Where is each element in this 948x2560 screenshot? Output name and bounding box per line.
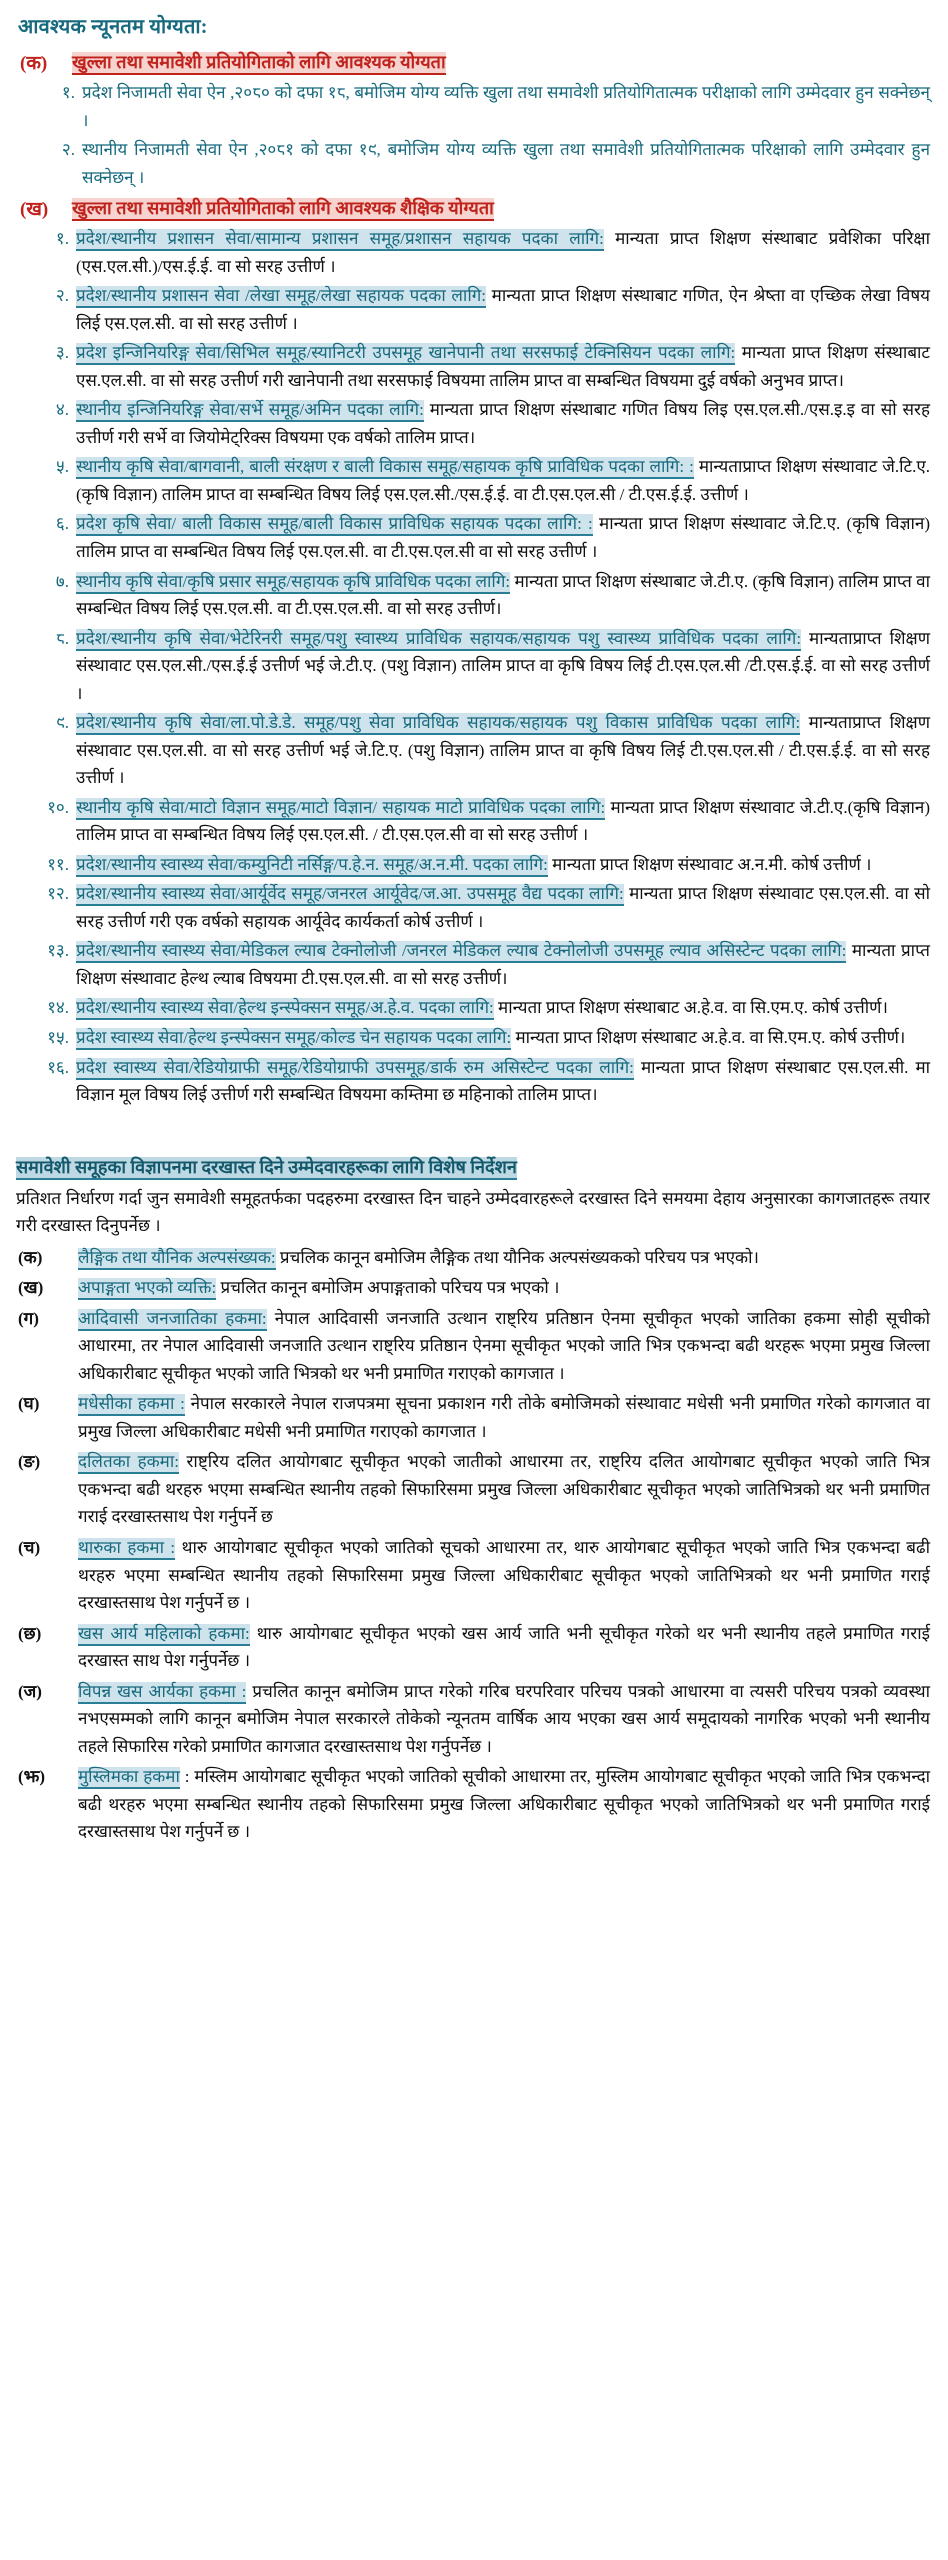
list-item (36, 625, 930, 708)
list-body: नेपाल सरकारले नेपाल राजपत्रमा सूचना प्रकाशन गरी तोके बमोजिमको संस्थावाट मधेसी भनी प्रमाणित गरेको कागजात वा प्रमुख जिल्ला अधिकारीबाट मधेसी भनी प्रमाणित गराएको कागजात । (78, 1394, 930, 1441)
section-heading (16, 49, 930, 76)
list-item (16, 1390, 930, 1445)
list-lead: स्थानीय कृषि सेवा/बागवानी, बाली संरक्षण र बाली विकास समूह/सहायक कृषि प्राविधिक पदका लागि: : (76, 457, 694, 479)
list-lead: मुस्लिमका हकमा (78, 1767, 180, 1789)
list-body: मान्यताप्राप्त शिक्षण संस्थावाट जे.टि.ए. (कृषि विज्ञान) तालिम प्राप्त वा सम्बन्धित विषय लिई एस.एल.सी./एस.ई.ई. वा टी.एस.एल.सी / टी.एस.ई.ई. उत्तीर्ण । (76, 457, 930, 504)
list-item (16, 1678, 930, 1761)
list-marker: ११. (47, 854, 69, 874)
list-marker: १६. (47, 1057, 69, 1077)
list-body: थारु आयोगबाट सूचीकृत भएको जातिको सूचको आधारमा तर, थारु आयोगबाट सूचीकृत भएको जाति भित्र एकभन्दा बढी थरहरु भएमा सम्बन्धित स्थानीय तहको सिफारिसमा प्रमुख जिल्ला अधिकारीबाट सूचीकृत भएको जातिभित्रको थर भनी प्रमाणित गराई दरखास्तसाथ पेश गर्नुपर्ने छ । (78, 1537, 930, 1613)
list-body: प्रचलिक कानून बमोजिम लैङ्गिक तथा यौनिक अल्पसंख्यकको परिचय पत्र भएको। (279, 1247, 759, 1267)
page-title: आवश्यक न्यूनतम योग्यता: (18, 16, 208, 38)
list-item (36, 510, 930, 565)
list-text (78, 1305, 930, 1388)
list-marker: (छ) (18, 1623, 42, 1643)
list-body: प्रचलित कानून बमोजिम अपाङ्गताको परिचय पत्र भएको । (220, 1278, 560, 1298)
list-text (78, 1678, 930, 1761)
list-marker: १०. (47, 797, 69, 817)
list-body: मान्यता प्राप्त शिक्षण संस्थाबाट प्रवेशिका परिक्षा (एस.एल.सी.)/एस.ई.ई. वा सो सरह उत्तीर्ण । (76, 229, 931, 276)
list-body: मान्यता प्राप्त शिक्षण संस्थावाट एस.एल.सी. वा सो सरह उत्तीर्ण गरी एक वर्षको सहायक आर्यूवेद कार्यकर्ता कोर्ष उत्तीर्ण । (76, 884, 931, 931)
list-text (76, 709, 930, 792)
list-lead: स्थानीय कृषि सेवा/माटो विज्ञान समूह/माटो विज्ञान/ सहायक माटो प्राविधिक पदका लागि: (76, 798, 605, 820)
list-text (76, 880, 930, 935)
list-item (36, 339, 930, 394)
list-lead: दलितका हकमा: (78, 1452, 179, 1474)
list-lead: प्रदेश/स्थानीय कृषि सेवा/ला.पो.डे.डे. समूह/पशु सेवा प्राविधिक सहायक/सहायक पशु विकास प्राविधिक पदका लागि: (76, 713, 800, 735)
list-marker: (क) (18, 1247, 43, 1267)
list-marker: (च) (18, 1537, 41, 1557)
list-body: मान्यता प्राप्त शिक्षण संस्थावाट जे.टी.ए.(कृषि विज्ञान) तालिम प्राप्त वा सम्बन्धित विषय लिई एस.एल.सी. / टी.एस.एल.सी वा सो सरह उत्तीर्ण । (76, 797, 930, 845)
list-text (78, 1534, 930, 1617)
list-body: थारु आयोगबाट सूचीकृत भएको खस आर्य जाति भनी सूचीकृत गरेको थर भनी स्थानीय तहले प्रमाणित गराई दरखास्त साथ पेश गर्नुपर्नेछ । (78, 1623, 931, 1671)
list-text: स्थानीय निजामती सेवा ऐन ,२०८१ को दफा १९, बमोजिम योग्य व्यक्ति खुला तथा समावेशी प्रतियोगितात्मक परिक्षाको लागि उम्मेदवार हुन सक्नेछन् । (82, 140, 930, 187)
list-text (78, 1620, 930, 1675)
section-marker: (ख) (20, 199, 49, 221)
list-item (36, 709, 930, 792)
list-lead: प्रदेश/स्थानीय प्रशासन सेवा/सामान्य प्रशासन समूह/प्रशासन सहायक पदका लागि: (76, 229, 604, 251)
list-text (76, 339, 930, 394)
list-item (16, 1305, 930, 1388)
list-lead: प्रदेश/स्थानीय स्वास्थ्य सेवा/हेल्थ इन्स्पेक्सन समूह/अ.हे.व. पदका लागि: (76, 998, 494, 1020)
section-marker: (क) (20, 53, 48, 74)
list-marker: (ज) (18, 1681, 42, 1701)
list-item (36, 396, 930, 451)
list-item (16, 1448, 930, 1531)
list-body: : मस्लिम आयोगबाट सूचीकृत भएको जातिको सूचीको आधारमा तर, मुस्लिम आयोगबाट सूचीकृत भएको जाति भित्र एकभन्दा बढी थरहरु भएमा सम्बन्धित स्थानीय तहको सिफारिसमा प्रमुख जिल्ला अधिकारीबाट सूचीकृत भएको जातिभित्रको थर भनी प्रमाणित गराई दरखास्तसाथ पेश गर्नुपर्ने छ । (78, 1767, 930, 1842)
list-item (36, 937, 930, 992)
list-marker: १४. (47, 998, 69, 1018)
list-item (36, 794, 930, 849)
list-marker: ८. (55, 628, 69, 648)
list-text (76, 453, 930, 508)
list-text (76, 625, 930, 708)
list-text (76, 794, 930, 849)
list-item (36, 994, 930, 1022)
list-body: मान्यता प्राप्त शिक्षण संस्थाबाट अ.हे.व. वा सि.एम.ए. कोर्ष उत्तीर्ण। (515, 1028, 906, 1047)
block2-heading-text: समावेशी समूहका विज्ञापनमा दरखास्त दिने उम्मेदवारहरूका लागि विशेष निर्देशन (16, 1157, 517, 1180)
list-text (78, 1763, 930, 1846)
list-body: मान्यता प्राप्त शिक्षण संस्थावाट अ.न.मी. कोर्ष उत्तीर्ण । (552, 854, 872, 874)
list-body: प्रचलित कानून बमोजिम प्राप्त गरेको गरिब घरपरिवार परिचय पत्रको आधारमा वा त्यसरी परिचय पत्रको व्यवस्था नभएसम्मको लागि कानून बमोजिम नेपाल सरकारले तोकेको न्यूनतम वार्षिक आय भएका खस आर्य समूदायको नागरिक भएको भनी स्थानीय तहले सिफारिस गरेको प्रमाणित कागजात दरखास्तसाथ पेश गर्नुपर्नेछ । (78, 1681, 931, 1756)
list-marker: (घ) (18, 1394, 40, 1414)
list-body: मान्यता प्राप्त शिक्षण संस्थाबाट गणित, ऐन श्रेष्ता वा एच्छिक लेखा विषय लिई एस.एल.सी. वा सो सरह उत्तीर्ण । (76, 286, 930, 333)
list-marker: १. (61, 83, 75, 102)
list-lead: प्रदेश स्वास्थ्य सेवा/रेडियोग्राफी समूह/रेडियोग्राफी उपसमूह/डार्क रुम असिस्टेन्ट पदका लागि: (76, 1058, 634, 1080)
list-lead: थारुका हकमा : (78, 1538, 175, 1560)
list-marker: २. (61, 140, 75, 160)
section-ka (16, 49, 930, 191)
list-lead: खस आर्य महिलाको हकमा: (78, 1624, 250, 1646)
list-body: राष्ट्रिय दलित आयोगबाट सूचीकृत भएको जातीको आधारमा तर, राष्ट्रिय दलित आयोगबाट सूचीकृत भएको जाति भित्र एकभन्दा बढी थरहरु भएमा सम्बन्धित स्थानीय तहको सिफारिसमा प्रमुख जिल्ला अधिकारीबाट सूचीकृत भएको जातिभित्रको थर भनी प्रमाणित गराई दरखास्तसाथ पेश गर्नुपर्ने छ (78, 1452, 931, 1527)
list-text (76, 937, 930, 992)
list-item (36, 282, 930, 337)
list-marker: २. (55, 286, 69, 306)
section-title (72, 49, 930, 76)
list-item (16, 1244, 930, 1272)
list-lead: लैङ्गिक तथा यौनिक अल्पसंख्यक: (78, 1248, 276, 1270)
list-lead: विपन्न खस आर्यका हकमा : (78, 1682, 246, 1704)
list-marker: ९. (55, 713, 69, 733)
list-marker: ७. (55, 571, 69, 591)
list-lead: प्रदेश/स्थानीय प्रशासन सेवा /लेखा समूह/लेखा सहायक पदका लागि: (76, 286, 486, 308)
list-text (76, 510, 930, 565)
list-body: मान्यता प्राप्त शिक्षण संस्थाबाट अ.हे.व. वा सि.एम.ए. कोर्ष उत्तीर्ण। (498, 998, 888, 1018)
list-marker: (ग) (18, 1308, 39, 1328)
list-lead: प्रदेश/स्थानीय स्वास्थ्य सेवा/आर्यूर्वेद समूह/जनरल आर्यूवेद/ज.आ. उपसमूह वैद्य पदका लागि: (76, 884, 624, 906)
list-body: मान्यता प्राप्त शिक्षण संस्थाबाट गणित विषय लिइ एस.एल.सी./एस.इ.इ वा सो सरह उत्तीर्ण गरी सर्भे वा जियोमेट्रिक्स विषयमा एक वर्षको तालिम प्राप्त। (76, 400, 930, 447)
list-marker: १३. (47, 941, 69, 961)
block2-heading (16, 1155, 930, 1179)
list-marker: (झ) (18, 1767, 46, 1787)
list-item (36, 225, 930, 280)
list-marker: ५. (55, 457, 69, 477)
list-item (36, 880, 930, 935)
list-lead: प्रदेश/स्थानीय स्वास्थ्य सेवा/कम्युनिटी नर्सिङ्ग/प.हे.न. समूह/अ.न.मी. पदका लागि: (76, 855, 548, 877)
list-item (16, 1763, 930, 1846)
list-text (76, 282, 930, 337)
list-lead: स्थानीय इन्जिनियरिङ्ग सेवा/सर्भे समूह/अमिन पदका लागि: (76, 400, 424, 422)
list-body: मान्यता प्राप्त शिक्षण संस्थाबाट एस.एल.सी. वा सो सरह उत्तीर्ण गरी खानेपानी तथा सरसफाई विषयमा तालिम प्राप्त वा सम्बन्धित विषयमा दुई वर्षको अनुभव प्राप्त। (76, 343, 930, 390)
list-marker: ४. (55, 400, 69, 420)
list-text (76, 225, 930, 280)
list-text: प्रदेश निजामती सेवा ऐन ,२०८० को दफा १८, बमोजिम योग्य व्यक्ति खुला तथा समावेशी प्रतियोगितात्मक परीक्षाको लागि उम्मेदवार हुन सक्नेछन् । (82, 83, 930, 130)
list-lead: प्रदेश/स्थानीय कृषि सेवा/भेटेरिनरी समूह/पशु स्वास्थ्य प्राविधिक सहायक/सहायक पशु स्वास्थ्य प्राविधिक पदका लागि: (76, 629, 801, 651)
list-lead: स्थानीय कृषि सेवा/कृषि प्रसार समूह/सहायक कृषि प्राविधिक पदका लागि: (76, 572, 510, 594)
list-text (76, 851, 930, 879)
section-title-text: खुल्ला तथा समावेशी प्रतियोगिताको लागि आवश्यक योग्यता (72, 52, 446, 75)
list-body: मान्यता प्राप्त शिक्षण संस्थावाट जे.टि.ए. (कृषि विज्ञान) तालिम प्राप्त वा सम्बन्धित विषय लिई एस.एल.सी. वा टी.एस.एल.सी वा सो सरह उत्तीर्ण । (76, 514, 930, 561)
list-text (78, 1274, 930, 1302)
list-marker: १५. (47, 1028, 69, 1047)
special-instruction-list (16, 1244, 930, 1846)
list-body: मान्यता प्राप्त शिक्षण संस्थाबाट एस.एल.सी. मा विज्ञान मूल विषय लिई उत्तीर्ण गरी सम्बन्धित विषयमा कम्तिमा छ महिनाको तालिम प्राप्त। (76, 1057, 931, 1105)
list-marker: ३. (55, 343, 69, 363)
list-body: नेपाल आदिवासी जनजाति उत्थान राष्ट्रिय प्रतिष्ठान ऐनमा सूचीकृत भएको जातिका हकमा सोही सूचीको आधारमा, तर नेपाल आदिवासी जनजाति उत्थान राष्ट्रिय प्रतिष्ठान ऐनमा सूचीकृत भएको जाति भित्र एकभन्दा बढी थरहरू भएमा प्रमुख जिल्ला अधिकारीबाट सूचीकृत भएको जाति भित्रको थर भनी प्रमाणित गराएको कागजात । (78, 1308, 931, 1383)
list-item (36, 1024, 930, 1052)
list-text (78, 1390, 930, 1445)
list-body: मान्यता प्राप्त शिक्षण संस्थाबाट जे.टी.ए. (कृषि विज्ञान) तालिम प्राप्त वा सम्बन्धित विषय लिई एस.एल.सी. वा टी.एस.एल.सी. वा सो सरह उत्तीर्ण। (76, 571, 931, 619)
list-lead: प्रदेश/स्थानीय स्वास्थ्य सेवा/मेडिकल ल्याब टेक्नोलोजी /जनरल मेडिकल ल्याब टेक्नोलोजी उपसमूह ल्याव असिस्टेन्ट पदका लागि: (76, 941, 846, 963)
list-item (36, 1054, 930, 1109)
list-text (76, 994, 930, 1022)
list-marker: १२. (47, 884, 69, 904)
list-item (38, 79, 930, 134)
list-text (78, 1244, 930, 1272)
section-heading (16, 195, 930, 222)
list-item (36, 851, 930, 879)
requirement-list-kha (36, 225, 930, 1108)
list-item (36, 453, 930, 508)
list-item (16, 1534, 930, 1617)
list-text (76, 396, 930, 451)
list-body: मान्यताप्राप्त शिक्षण संस्थावाट एस.एल.सी. वा सो सरह उत्तीर्ण भई जे.टि.ए. (पशु विज्ञान) तालिम प्राप्त वा कृषि विषय लिई टी.एस.एल.सी / टी.एस.ई.ई. वा सो सरह उत्तीर्ण । (76, 713, 931, 788)
list-lead: प्रदेश कृषि सेवा/ बाली विकास समूह/बाली विकास प्राविधिक सहायक पदका लागि: : (76, 514, 593, 536)
list-lead: आदिवासी जनजातिका हकमा: (78, 1309, 267, 1331)
list-body: मान्यताप्राप्त शिक्षण संस्थावाट एस.एल.सी./एस.ई.ई उत्तीर्ण भई जे.टी.ए. (पशु विज्ञान) तालिम प्राप्त वा कृषि विषय लिई टी.एस.एल.सी /टी.एस.ई.ई. वा सो सरह उत्तीर्ण । (76, 628, 931, 703)
list-text (78, 1448, 930, 1531)
list-text (76, 1054, 930, 1109)
section-kha (16, 195, 930, 1108)
list-marker: १. (55, 229, 69, 249)
list-marker: ६. (55, 514, 69, 534)
list-item (38, 136, 930, 191)
list-marker: (ख) (18, 1278, 44, 1298)
section-title-text: खुल्ला तथा समावेशी प्रतियोगिताको लागि आवश्यक शैक्षिक योग्यता (72, 198, 494, 221)
list-lead: प्रदेश स्वास्थ्य सेवा/हेल्थ इन्स्पेक्सन समूह/कोल्ड चेन सहायक पदका लागि: (76, 1028, 511, 1050)
list-item (16, 1620, 930, 1675)
list-item (16, 1274, 930, 1302)
list-lead: अपाङ्गता भएको व्यक्ति: (78, 1278, 216, 1300)
list-lead: प्रदेश इन्जिनियरिङ्ग सेवा/सिभिल समूह/स्यानिटरी उपसमूह खानेपानी तथा सरसफाई टेक्निसियन पदका लागि: (76, 343, 735, 365)
special-instructions-block (16, 1155, 930, 1846)
list-lead: मधेसीका हकमा : (78, 1394, 185, 1416)
section-title (72, 195, 930, 222)
list-marker: (ङ) (18, 1452, 41, 1472)
list-text (76, 1024, 930, 1052)
list-item (36, 568, 930, 623)
requirement-list-ka (38, 79, 930, 191)
list-text (76, 568, 930, 623)
list-body: मान्यता प्राप्त शिक्षण संस्थावाट हेल्थ ल्याब विषयमा टी.एस.एल.सी. वा सो सरह उत्तीर्ण। (76, 941, 931, 988)
block2-intro: प्रतिशत निर्धारण गर्दा जुन समावेशी समूहतर्फका पदहरुमा दरखास्त दिन चाहने उम्मेदवारहरूले दरखास्त दिने समयमा देहाय अनुसारका कागजातहरू तयार गरी दरखास्त दिनुपर्नेछ । (16, 1188, 930, 1236)
